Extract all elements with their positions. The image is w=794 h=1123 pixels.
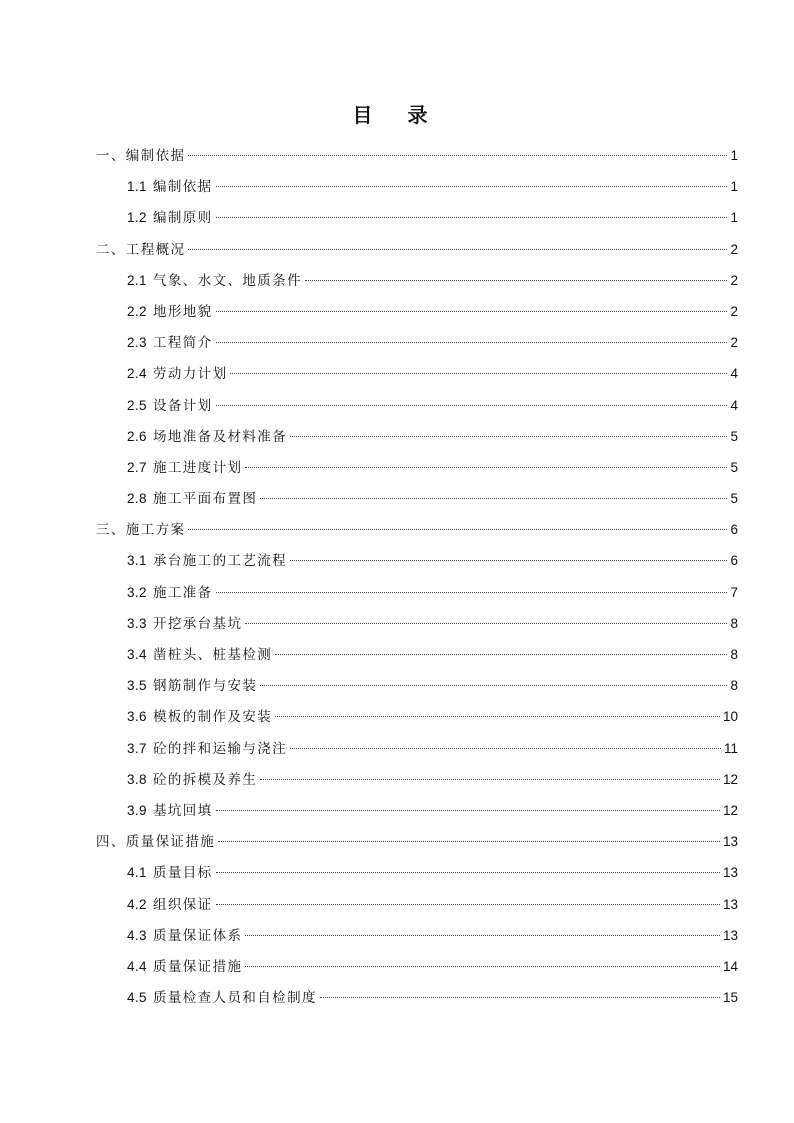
toc-dot-leader (275, 716, 720, 717)
toc-section-entry[interactable] (96, 611, 738, 642)
toc-page-number: 15 (722, 990, 738, 1006)
toc-entry-number: 3.5 (127, 678, 147, 694)
toc-entry-label: 施工平面布置图 (152, 491, 258, 508)
toc-page-number: 1 (730, 148, 738, 163)
toc-entry-number: 1.1 (127, 179, 147, 195)
toc-entry-title (127, 956, 242, 978)
toc-page-number: 12 (722, 771, 738, 787)
toc-page-number: 12 (722, 802, 738, 818)
toc-entry-label: 开挖承台基坑 (152, 615, 243, 632)
toc-section-entry[interactable] (96, 486, 738, 517)
toc-section-entry[interactable] (96, 205, 738, 236)
toc-entry-number: 2.4 (127, 366, 147, 382)
toc-entry-number: 2.2 (127, 303, 147, 319)
toc-entry-label: 承台施工的工艺流程 (152, 553, 288, 570)
toc-dot-leader (290, 560, 727, 561)
toc-entry-number: 3.1 (127, 553, 147, 569)
toc-page-number: 2 (730, 335, 738, 351)
toc-section-entry[interactable] (96, 393, 738, 424)
toc-entry-title (127, 613, 242, 635)
toc-entry-label: 质量保证措施 (152, 958, 243, 975)
toc-dot-leader (216, 342, 728, 343)
toc-dot-leader (216, 592, 728, 593)
toc-entry-number: 3.9 (127, 802, 147, 818)
toc-entry-title (127, 862, 213, 884)
toc-entry-title (127, 426, 287, 448)
toc-entry-label: 二、工程概况 (96, 241, 186, 258)
toc-dot-leader (216, 904, 720, 905)
toc-dot-leader (260, 685, 727, 686)
toc-page-number: 4 (730, 366, 738, 382)
toc-entry-title (127, 270, 302, 292)
toc-entry-number: 2.1 (127, 272, 147, 288)
toc-entry-number: 2.8 (127, 491, 147, 507)
toc-section-entry[interactable] (96, 954, 738, 985)
toc-page-number: 2 (730, 241, 738, 257)
toc-dot-leader (216, 217, 728, 218)
toc-entry-label: 编制原则 (152, 210, 213, 227)
toc-page-number: 5 (730, 459, 738, 475)
toc-entry-label: 质量目标 (152, 865, 213, 882)
toc-chapter-entry[interactable] (96, 237, 738, 268)
toc-section-entry[interactable] (96, 642, 738, 673)
toc-entry-label: 场地准备及材料准备 (152, 428, 288, 445)
toc-entry-title (127, 176, 213, 198)
toc-entry-label: 质量保证体系 (152, 927, 243, 944)
toc-dot-leader (245, 966, 720, 967)
toc-entry-label: 组织保证 (152, 896, 213, 913)
toc-page-number: 10 (722, 709, 738, 725)
toc-page-number: 11 (723, 740, 738, 756)
toc-section-entry[interactable] (96, 455, 738, 486)
toc-dot-leader (305, 280, 728, 281)
toc-entry-title (127, 800, 213, 822)
toc-entry-title (127, 894, 213, 916)
toc-entry-number: 1.2 (127, 210, 147, 226)
toc-section-entry[interactable] (96, 299, 738, 330)
toc-chapter-entry[interactable] (96, 143, 738, 174)
toc-entry-label: 四、质量保证措施 (96, 834, 216, 851)
toc-dot-leader (260, 498, 727, 499)
toc-page-number: 4 (730, 397, 738, 413)
toc-entry-number: 4.1 (127, 865, 147, 881)
toc-page-number: 8 (730, 678, 738, 694)
toc-dot-leader (188, 529, 727, 530)
toc-section-entry[interactable] (96, 673, 738, 704)
toc-entry-label: 砼的拆模及养生 (152, 771, 258, 788)
toc-entry-label: 模板的制作及安装 (152, 709, 273, 726)
toc-section-entry[interactable] (96, 330, 738, 361)
toc-chapter-entry[interactable] (96, 517, 738, 548)
toc-entry-label: 凿桩头、桩基检测 (152, 647, 273, 663)
toc-page-number: 8 (730, 647, 738, 662)
toc-entry-number: 3.8 (127, 771, 147, 787)
toc-section-entry[interactable] (96, 985, 738, 1016)
toc-entry-title (127, 488, 257, 510)
toc-entry-title (127, 644, 272, 666)
toc-page-number: 5 (730, 428, 738, 444)
toc-entry-label: 一、编制依据 (96, 148, 186, 164)
toc-section-entry[interactable] (96, 424, 738, 455)
toc-dot-leader (218, 841, 720, 842)
toc-section-entry[interactable] (96, 174, 738, 205)
toc-dot-leader (245, 467, 727, 468)
toc-entry-title (127, 457, 242, 479)
toc-entry-title (127, 925, 242, 947)
toc-entry-number: 2.7 (127, 459, 147, 475)
toc-entry-title (127, 987, 317, 1009)
toc-dot-leader (260, 779, 720, 780)
toc-entry-label: 钢筋制作与安装 (152, 678, 258, 695)
toc-entry-title (127, 738, 287, 760)
toc-entry-label: 质量检查人员和自检制度 (152, 990, 317, 1007)
toc-entry-label: 砼的拌和运输与浇注 (152, 740, 288, 757)
toc-dot-leader (188, 155, 727, 156)
toc-dot-leader (320, 997, 720, 998)
toc-dot-leader (216, 872, 720, 873)
toc-section-entry[interactable] (96, 361, 738, 392)
toc-entry-label: 工程简介 (152, 335, 213, 352)
toc-page-number: 13 (722, 865, 738, 881)
toc-entry-title (127, 706, 272, 728)
toc-entry-number: 4.4 (127, 958, 147, 974)
toc-entry-number: 3.7 (127, 740, 147, 756)
toc-entry-title (127, 363, 227, 385)
toc-entry-label: 施工准备 (152, 584, 213, 601)
toc-page-number: 7 (730, 584, 738, 600)
toc-page-number: 2 (730, 272, 738, 288)
toc-section-entry[interactable] (96, 704, 738, 735)
toc-section-entry[interactable] (96, 798, 738, 829)
toc-entry-title (96, 832, 215, 853)
toc-page-number: 13 (722, 896, 738, 912)
toc-dot-leader (188, 249, 727, 250)
toc-dot-leader (216, 186, 728, 187)
toc-entry-number: 4.2 (127, 896, 147, 912)
toc-entry-title (127, 301, 213, 323)
toc-entry-label: 施工进度计划 (152, 459, 243, 476)
toc-entry-label: 编制依据 (152, 179, 213, 196)
page-title: 目 录 (352, 103, 442, 127)
toc-dot-leader (275, 654, 727, 655)
toc-dot-leader (245, 623, 727, 624)
toc-entry-title (127, 582, 213, 604)
toc-entry-label: 基坑回填 (152, 802, 213, 819)
toc-page-number: 5 (730, 491, 738, 507)
toc-dot-leader (216, 405, 728, 406)
toc-entry-title (127, 769, 257, 791)
toc-page-number: 13 (722, 927, 738, 943)
toc-entry-number: 4.5 (127, 990, 147, 1006)
toc-entry-number: 3.3 (127, 615, 147, 631)
toc-entry-title (127, 332, 213, 354)
toc-entry-number: 3.6 (127, 709, 147, 725)
toc-dot-leader (290, 748, 721, 749)
toc-section-entry[interactable] (96, 268, 738, 299)
toc-entry-title (127, 395, 213, 417)
toc-page-number: 14 (722, 958, 738, 974)
toc-entry-label: 三、施工方案 (96, 522, 186, 539)
toc-entry-title (127, 550, 287, 572)
toc-entry-number: 3.4 (127, 647, 147, 662)
toc-entry-number: 2.5 (127, 397, 147, 413)
toc-entry-label: 劳动力计划 (152, 366, 228, 383)
toc-page-number: 13 (722, 834, 738, 850)
toc-page-number: 6 (730, 522, 738, 538)
toc-entry-title (127, 207, 213, 229)
toc-section-entry[interactable] (96, 548, 738, 579)
toc-section-entry[interactable] (96, 736, 738, 767)
toc-page-number: 6 (730, 553, 738, 569)
toc-entry-title (127, 675, 257, 697)
toc-section-entry[interactable] (96, 860, 738, 891)
toc-entry-number: 2.6 (127, 428, 147, 444)
toc-page-number: 2 (730, 303, 738, 319)
toc-section-entry[interactable] (96, 892, 738, 923)
toc-section-entry[interactable] (96, 580, 738, 611)
toc-entry-label: 地形地貌 (152, 303, 213, 320)
toc-dot-leader (216, 810, 720, 811)
toc-page-number: 8 (730, 615, 738, 631)
toc-section-entry[interactable] (96, 767, 738, 798)
toc-entry-label: 气象、水文、地质条件 (152, 272, 302, 289)
toc-dot-leader (245, 935, 720, 936)
toc-entry-label: 设备计划 (152, 397, 213, 414)
toc-page-number: 1 (730, 179, 738, 195)
toc-dot-leader (216, 311, 728, 312)
toc-entry-title (96, 146, 185, 167)
toc-entry-title (96, 240, 185, 261)
toc-entry-number: 4.3 (127, 927, 147, 943)
toc-entry-number: 2.3 (127, 335, 147, 351)
toc-dot-leader (230, 373, 727, 374)
toc-entry-title (96, 520, 185, 541)
toc-chapter-entry[interactable] (96, 829, 738, 860)
table-of-contents (96, 143, 738, 1016)
toc-section-entry[interactable] (96, 923, 738, 954)
toc-page-number: 1 (730, 210, 738, 226)
toc-entry-number: 3.2 (127, 584, 147, 600)
toc-dot-leader (290, 436, 727, 437)
